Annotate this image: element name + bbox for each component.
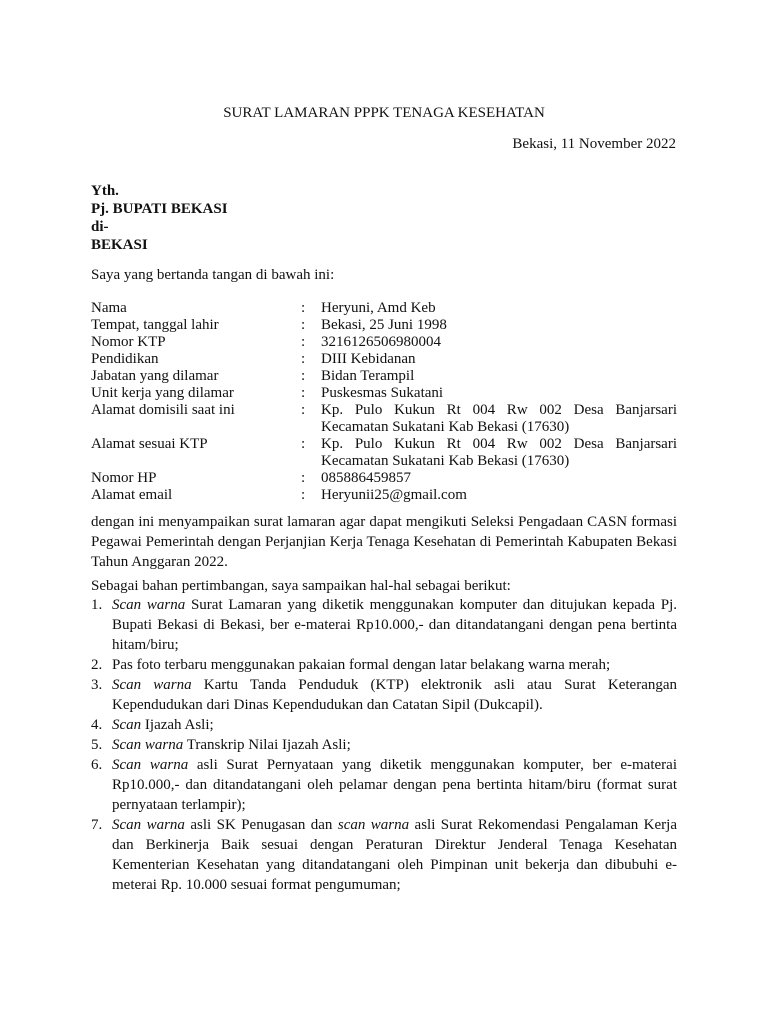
list-item-body: Ijazah Asli; [141, 717, 214, 733]
list-item-text [112, 675, 677, 715]
field-value: 085886459857 [321, 470, 411, 486]
field-value-line: Kecamatan Sukatani Kab Bekasi (17630) [321, 419, 570, 435]
list-item-italic: Scan warna [112, 597, 186, 613]
list-item-number: 2. [91, 657, 103, 673]
field-row-jabatan [91, 368, 677, 385]
field-label: Alamat email [91, 487, 173, 503]
list-item-number: 1. [91, 597, 103, 613]
field-colon: : [301, 436, 306, 452]
body-paragraph: dengan ini menyampaikan surat lamaran agar dapat mengikuti Seleksi Pengadaan CASN formasi Pegawai Pemerintah dengan Perjanjian Kerja Tenaga Kesehatan di Pemerintah Kabupaten Bekasi Tahun Anggaran 2022. [91, 514, 677, 570]
list-item-italic: Scan warna [112, 737, 184, 753]
field-value: 3216126506980004 [321, 334, 441, 350]
field-row-nomor-hp [91, 470, 677, 487]
field-label: Pendidikan [91, 351, 159, 367]
field-value: Puskesmas Sukatani [321, 385, 444, 401]
letter-title: SURAT LAMARAN PPPK TENAGA KESEHATAN [223, 105, 545, 121]
list-item-body: Kartu Tanda Penduduk (KTP) elektronik asli atau Surat Keterangan Kependudukan dari Dinas Kependudukan dan Catatan Sipil (Dukcapil). [112, 677, 678, 713]
field-colon: : [301, 334, 306, 350]
field-value-line: Kecamatan Sukatani Kab Bekasi (17630) [321, 453, 570, 469]
body-paragraph: Sebagai bahan pertimbangan, saya sampaikan hal-hal sebagai berikut: [91, 578, 511, 594]
field-colon: : [301, 351, 306, 367]
field-value: Bidan Terampil [321, 368, 415, 384]
list-item-body: asli SK Penugasan dan [184, 817, 338, 833]
list-item [91, 595, 677, 655]
list-item-italic: Scan warna [112, 757, 189, 773]
list-item-number: 5. [91, 737, 103, 753]
field-row-alamat-ktp [91, 436, 677, 470]
list-item-text [112, 815, 677, 895]
field-row-ktp [91, 334, 677, 351]
list-item-text [112, 655, 677, 675]
intro-text: Saya yang bertanda tangan di bawah ini: [91, 267, 335, 283]
field-value-line: Kp. Pulo Kukun Rt 004 Rw 002 Desa Banjarsari [321, 402, 677, 418]
field-label: Nomor HP [91, 470, 157, 486]
field-label: Nomor KTP [91, 334, 166, 350]
field-label: Alamat sesuai KTP [91, 436, 208, 452]
field-label: Nama [91, 300, 127, 316]
field-label: Tempat, tanggal lahir [91, 317, 219, 333]
list-item-body: asli Surat Pernyataan yang diketik menggunakan komputer, ber e-materai Rp10.000,- dan ditandatangani oleh pelamar dengan pena bertinta hitam/biru (format surat pernyataan terlampir); [112, 757, 677, 813]
field-value [321, 402, 677, 436]
list-item-number: 3. [91, 677, 103, 693]
list-item-text [112, 595, 677, 655]
field-colon: : [301, 385, 306, 401]
field-value: Heryunii25@gmail.com [321, 487, 467, 503]
requirements-list [91, 595, 677, 895]
addressee-block [91, 183, 228, 255]
field-label: Unit kerja yang dilamar [91, 385, 234, 401]
field-colon: : [301, 300, 306, 316]
list-item-text [112, 735, 677, 755]
field-value-line: Kp. Pulo Kukun Rt 004 Rw 002 Desa Banjarsari [321, 436, 677, 452]
field-value: DIII Kebidanan [321, 351, 416, 367]
field-value: Bekasi, 25 Juni 1998 [321, 317, 447, 333]
list-item-number: 4. [91, 717, 103, 733]
addressee-line: BEKASI [91, 237, 148, 253]
list-item [91, 735, 677, 755]
field-row-unit-kerja [91, 385, 677, 402]
field-row-alamat-domisili [91, 402, 677, 436]
field-value [321, 436, 677, 470]
addressee-line: di- [91, 219, 109, 235]
list-item-text [112, 755, 677, 815]
field-row-email [91, 487, 677, 504]
addressee-line: Yth. [91, 183, 119, 199]
list-item-italic: Scan [112, 717, 142, 733]
list-item-italic: Scan warna [112, 817, 185, 833]
letter-date: Bekasi, 11 November 2022 [512, 136, 676, 152]
field-label: Alamat domisili saat ini [91, 402, 235, 418]
addressee-line: Pj. BUPATI BEKASI [91, 201, 228, 217]
list-item [91, 815, 677, 895]
field-colon: : [301, 368, 306, 384]
field-row-pendidikan [91, 351, 677, 368]
field-value: Heryuni, Amd Keb [321, 300, 436, 316]
field-colon: : [301, 487, 306, 503]
list-item [91, 655, 677, 675]
field-label: Jabatan yang dilamar [91, 368, 219, 384]
field-row-ttl [91, 317, 677, 334]
list-item [91, 675, 677, 715]
list-item-italic: Scan warna [112, 677, 192, 693]
field-row-nama [91, 300, 677, 317]
field-colon: : [301, 470, 306, 486]
list-item-body: Pas foto terbaru menggunakan pakaian formal dengan latar belakang warna merah; [112, 657, 611, 673]
list-item-body: Transkrip Nilai Ijazah Asli; [183, 737, 351, 753]
list-item-body: Surat Lamaran yang diketik menggunakan komputer dan ditujukan kepada Pj. Bupati Bekasi di Bekasi, ber e-materai Rp10.000,- dan ditandatangani dengan pena bertinta hitam/biru; [112, 597, 677, 653]
field-colon: : [301, 317, 306, 333]
list-item [91, 715, 677, 735]
field-colon: : [301, 402, 306, 418]
list-item-number: 6. [91, 757, 103, 773]
list-item-italic: scan warna [337, 817, 410, 833]
list-item-body: asli Surat Rekomendasi Pengalaman Kerja dan Berkinerja Baik sesuai dengan Peraturan Direktur Jenderal Tenaga Kesehatan Kementerian Kesehatan yang ditandatangani oleh Pimpinan unit bekerja dan dibubuhi e-meterai Rp. 10.000 sesuai format pengumuman; [112, 817, 677, 893]
list-item [91, 755, 677, 815]
list-item-text [112, 715, 677, 735]
list-item-number: 7. [91, 817, 103, 833]
applicant-fields [91, 300, 677, 504]
